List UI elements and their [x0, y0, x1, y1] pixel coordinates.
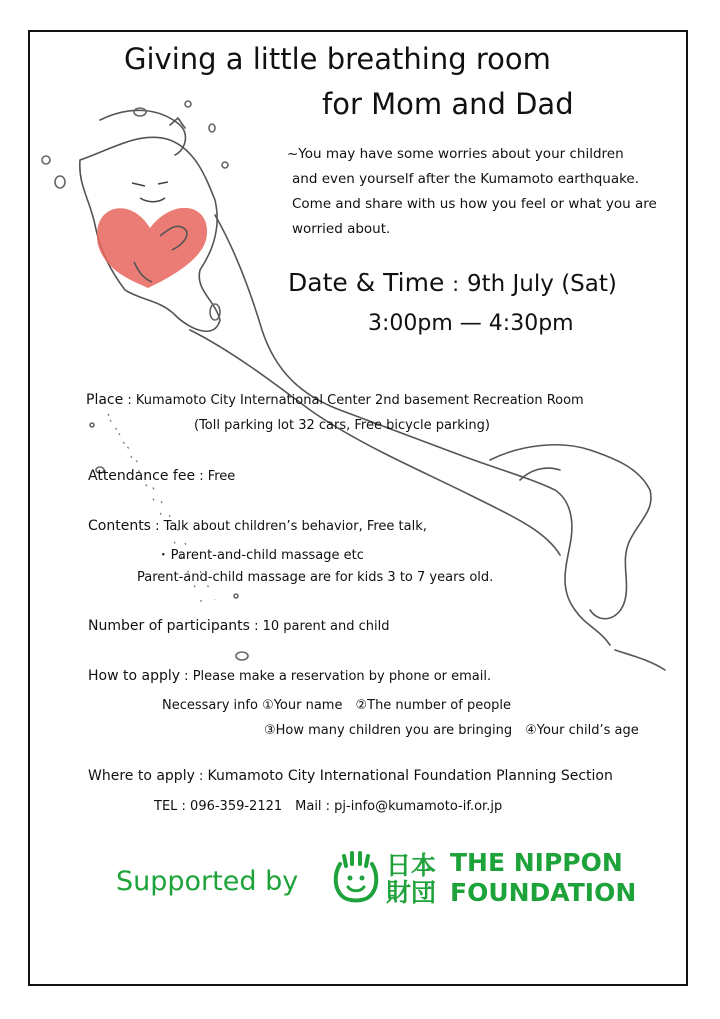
intro-line-2: and even yourself after the Kumamoto earthquake. [292, 171, 640, 187]
apply-label: How to apply [88, 668, 181, 684]
where-value: Kumamoto City International Foundation Planning Section [207, 768, 613, 784]
contents-line-2-row [160, 544, 364, 563]
contents-line-1: Talk about children’s behavior, Free talk, [163, 519, 427, 534]
participants-row: Number of participants : 10 parent and child [88, 618, 390, 634]
nippon-foundation-wordmark [450, 848, 636, 908]
supported-by: Supported by [116, 866, 299, 897]
nippon-foundation-logo-kanji [386, 852, 442, 906]
logo-kanji-bottom: 財団 [386, 878, 437, 907]
contents-label: Contents [88, 518, 151, 534]
title-line-2: for Mom and Dad [322, 87, 574, 121]
date-value: 9th July (Sat) [466, 271, 617, 297]
fee-row: Attendance fee : Free [88, 468, 236, 484]
contents-row: Contents : Talk about children’s behavior, Free talk, [88, 518, 427, 534]
place-label: Place [86, 392, 124, 408]
contents-line-3: Parent-and-child massage are for kids 3 to 7 years old. [137, 570, 494, 585]
intro-line-4: worried about. [292, 221, 391, 237]
apply-row: How to apply : Please make a reservation by phone or email. [88, 668, 492, 684]
participants-label: Number of participants [88, 618, 250, 634]
nippon-foundation-logo-icon [330, 850, 382, 908]
title-line-1: Giving a little breathing room [124, 42, 551, 76]
intro-line-3: Come and share with us how you feel or what you are [292, 196, 657, 212]
date-time [288, 268, 617, 297]
where-row: Where to apply : Kumamoto City International Foundation Planning Section [88, 768, 613, 784]
date-time-separator: : [452, 272, 460, 296]
participants-value: 10 parent and child [262, 619, 390, 634]
logo-kanji-top: 日本 [386, 851, 437, 880]
time-value: 3:00pm — 4:30pm [368, 311, 574, 336]
place-note: (Toll parking lot 32 cars, Free bicycle parking) [194, 418, 490, 433]
heart-icon [97, 208, 207, 288]
place-row: Place : Kumamoto City International Center 2nd basement Recreation Room [86, 392, 584, 408]
contents-line-2: Parent-and-child massage etc [170, 548, 364, 563]
place-value: Kumamoto City International Center 2nd basement Recreation Room [135, 393, 584, 408]
intro-line-1: ~You may have some worries about your children [287, 146, 624, 162]
logo-line-2: FOUNDATION [450, 878, 637, 907]
contact-info: TEL : 096-359-2121 Mail : pj-info@kumamoto-if.or.jp [154, 799, 503, 814]
date-time-label: Date & Time [288, 268, 445, 297]
fee-label: Attendance fee [88, 468, 196, 484]
logo-line-1: THE NIPPON [450, 848, 623, 877]
apply-line-3: ③How many children you are bringing ④Your child’s age [264, 723, 639, 738]
bullet-icon: ･ [160, 548, 171, 563]
where-label: Where to apply [88, 768, 195, 784]
apply-line-2: Necessary info ①Your name ②The number of people [162, 698, 512, 713]
apply-value: Please make a reservation by phone or email. [192, 669, 492, 684]
fee-value: Free [207, 469, 236, 484]
